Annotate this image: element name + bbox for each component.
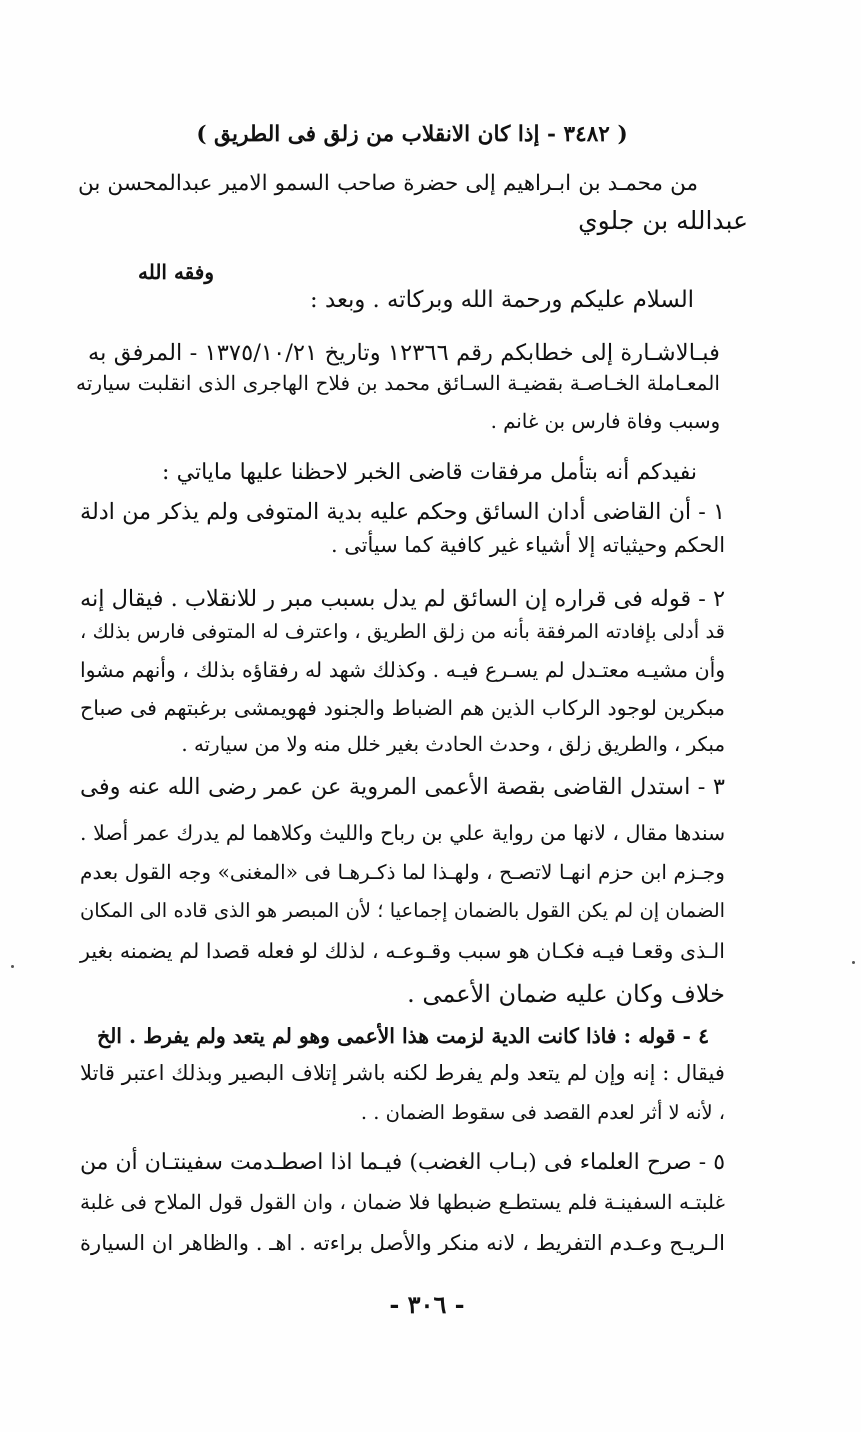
body-line: ٤ - قوله : فاذا كانت الدية لزمت هذا الأعمى وهو لم يتعد ولم يفرط . الخ	[97, 1024, 709, 1048]
body-line: سندها مقال ، لانها من رواية علي بن رباح والليث وكلاهما لم يدرك عمر أصلا .	[80, 821, 725, 845]
body-line: الحكم وحيثياته إلا أشياء غير كافية كما سيأتى .	[330, 533, 725, 557]
body-line: ، لأنه لا أثر لعدم القصد فى سقوط الضمان . .	[360, 1101, 725, 1124]
blessing: وفقه الله	[137, 260, 214, 284]
scan-speck	[11, 965, 14, 968]
body-line: مبكرين لوجود الركاب الذين هم الضباط والجنود فهويمشى برغبتهم فى صباح	[80, 696, 725, 720]
body-line: نفيدكم أنه بتأمل مرفقات قاضى الخبر لاحظنا عليها ماياتي :	[162, 460, 697, 485]
scan-speck	[852, 961, 855, 964]
body-line: الـذى وقعـا فيـه فكـان هو سبب وقـوعـه ، لذلك لو فعله قصدا لم يضمنه بغير	[80, 939, 725, 963]
body-line: فبـالاشـارة إلى خطابكم رقم ١٢٣٦٦ وتاريخ ١٣٧٥/١٠/٢١ - المرفق به	[88, 340, 720, 366]
body-line: قد أدلى بإفادته المرفقة بأنه من زلق الطريق ، واعترف له المتوفى فارس بذلك ،	[80, 620, 725, 643]
addressee-line-2: عبدالله بن جلوي	[578, 206, 748, 235]
body-line: خلاف وكان عليه ضمان الأعمى .	[407, 980, 725, 1008]
addressee-line-1: من محمـد بن ابـراهيم إلى حضرة صاحب السمو الامير عبدالمحسن بن	[78, 171, 698, 196]
body-line: المعـاملة الخـاصـة بقضيـة السـائق محمد بن فلاح الهاجرى الذى انقلبت سيارته	[76, 371, 720, 395]
body-line: ٢ - قوله فى قراره إن السائق لم يدل بسبب مبر ر للانقلاب . فيقال إنه	[80, 586, 725, 612]
body-line: غلبتـه السفينـة فلم يستطـع ضبطها فلا ضمان ، وان القول قول الملاح فى غلبة	[80, 1190, 725, 1214]
page-title: ( ٣٤٨٢ - إذا كان الانقلاب من زلق فى الطريق )	[196, 122, 628, 147]
body-line: مبكر ، والطريق زلق ، وحدث الحادث بغير خلل منه ولا من سيارته .	[181, 733, 725, 756]
body-line: ٣ - استدل القاضى بقصة الأعمى المروية عن عمر رضى الله عنه وفى	[80, 774, 725, 800]
body-line: وجـزم ابن حزم انهـا لاتصـح ، ولهـذا لما ذكـرهـا فى «المغنى» وجه القول بعدم	[80, 860, 725, 884]
body-line: ١ - أن القاضى أدان السائق وحكم عليه بدية المتوفى ولم يذكر من ادلة	[80, 499, 725, 525]
greeting-line: السلام عليكم ورحمة الله وبركاته . وبعد :	[310, 287, 694, 313]
body-line: وسبب وفاة فارس بن غانم .	[490, 410, 720, 433]
body-line: الـريـح وعـدم التفريط ، لانه منكر والأصل براءته . اهـ . والظاهر ان السيارة	[80, 1230, 725, 1255]
page-number: - ٣٠٦ -	[389, 1290, 465, 1319]
body-line: فيقال : إنه وإن لم يتعد ولم يفرط لكنه باشر إتلاف البصير وبذلك اعتبر قاتلا	[80, 1060, 725, 1085]
body-line: ٥ - صرح العلماء فى (بـاب الغضب) فيـما اذا اصطـدمت سفينتـان أن من	[80, 1150, 725, 1175]
body-line: الضمان إن لم يكن القول بالضمان إجماعيا ؛ لأن المبصر هو الذى قاده الى المكان	[80, 899, 725, 922]
body-line: وأن مشيـه معتـدل لم يسـرع فيـه . وكذلك شهد له رفقاؤه بذلك ، وأنهم مشوا	[80, 658, 725, 682]
